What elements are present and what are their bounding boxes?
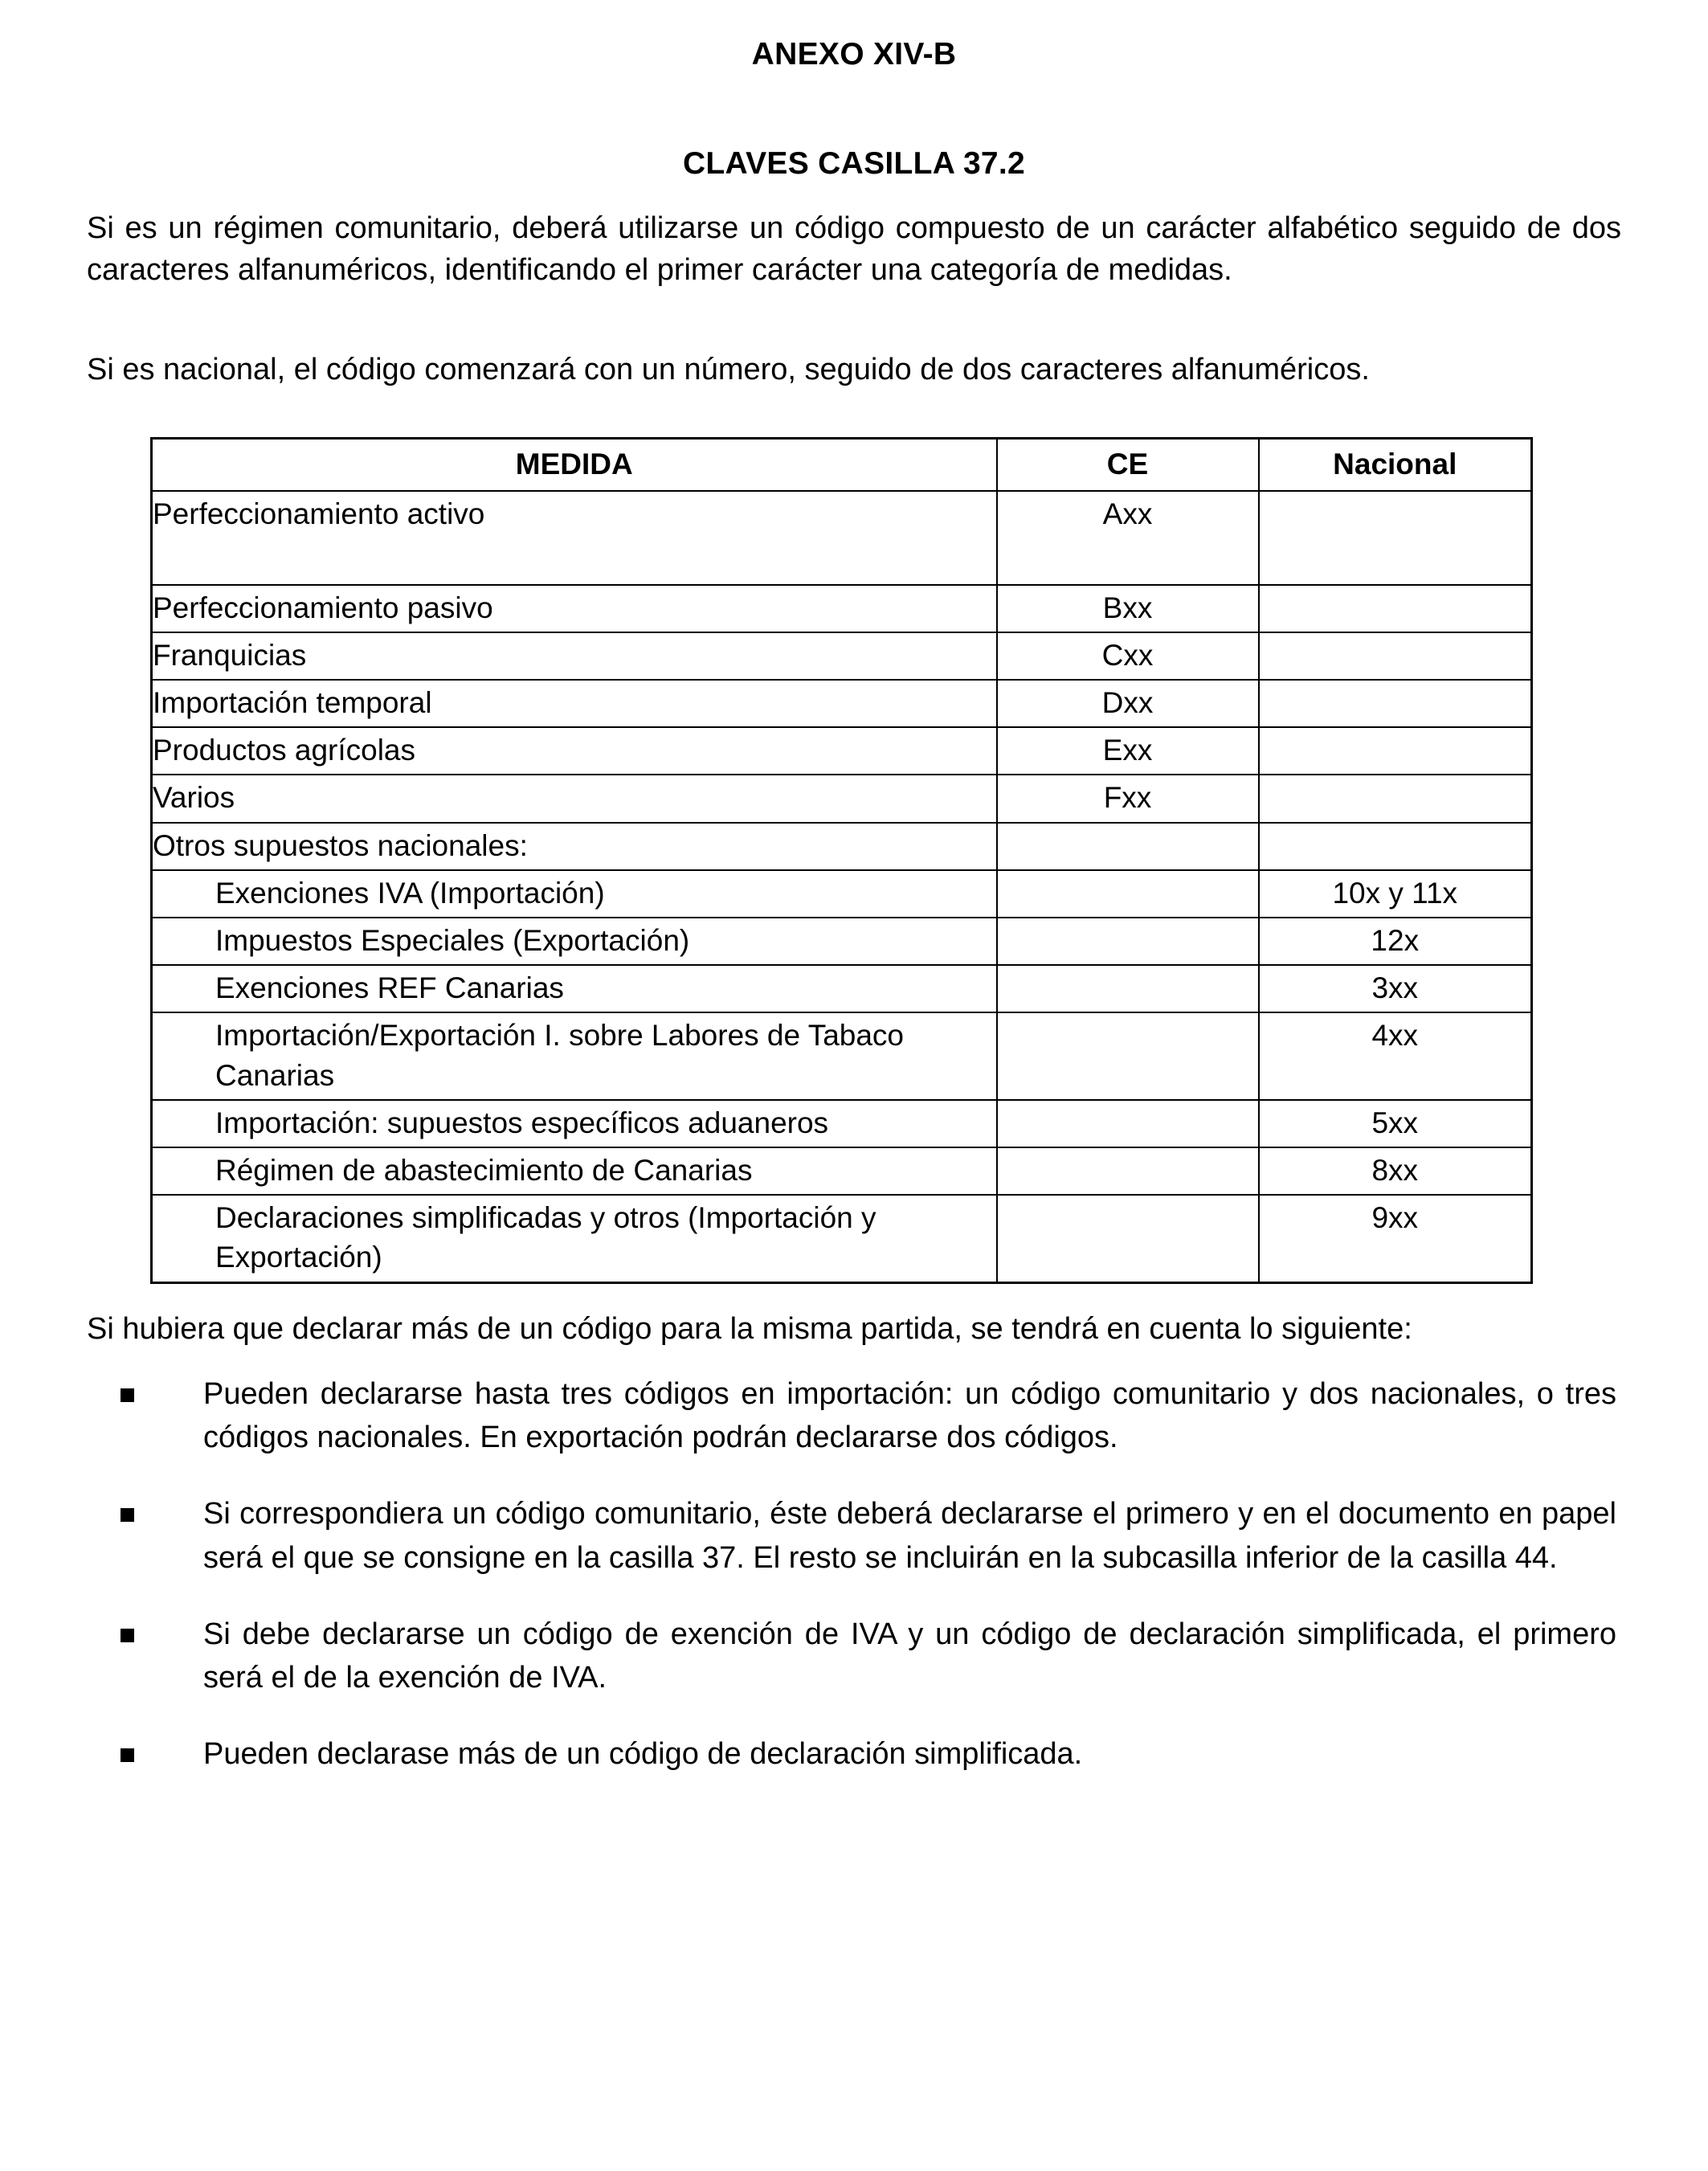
table-row — [152, 965, 1532, 1012]
table-row — [152, 1100, 1532, 1147]
cell-nacional — [1259, 727, 1532, 775]
list-item — [87, 1492, 1621, 1580]
cell-medida: Impuestos Especiales (Exportación) — [152, 918, 997, 965]
cell-medida: Importación/Exportación I. sobre Labores de Tabaco Canarias — [152, 1012, 997, 1099]
column-header-medida: MEDIDA — [152, 439, 997, 492]
cell-medida: Importación: supuestos específicos aduaneros — [152, 1100, 997, 1147]
after-table-paragraph: Si hubiera que declarar más de un código para la misma partida, se tendrá en cuenta lo siguiente: — [87, 1311, 1412, 1346]
rules-list — [87, 1350, 1621, 1776]
cell-nacional: 12x — [1259, 918, 1532, 965]
cell-ce: Cxx — [997, 632, 1259, 680]
table-header-row — [152, 439, 1532, 492]
cell-nacional — [1259, 823, 1532, 870]
cell-medida: Perfeccionamiento activo — [152, 491, 997, 584]
cell-nacional — [1259, 585, 1532, 632]
cell-nacional: 3xx — [1259, 965, 1532, 1012]
list-item-text: Si debe declararse un código de exención de IVA y un código de declaración simplificada, el primero será el de la exención de IVA. — [203, 1617, 1616, 1695]
table-row — [152, 918, 1532, 965]
cell-ce: Fxx — [997, 775, 1259, 822]
cell-ce: Axx — [997, 491, 1259, 584]
cell-nacional: 9xx — [1259, 1195, 1532, 1282]
cell-nacional — [1259, 680, 1532, 727]
codes-table — [150, 437, 1533, 1283]
page-title: ANEXO XIV-B — [751, 37, 957, 72]
cell-nacional: 4xx — [1259, 1012, 1532, 1099]
table-row — [152, 632, 1532, 680]
list-item-text: Si correspondiera un código comunitario, éste deberá declararse el primero y en el documento en papel será el que se consigne en la casilla 37. El resto se incluirán en la subcasilla inferior de la casilla 44. — [203, 1497, 1616, 1575]
cell-medida: Perfeccionamiento pasivo — [152, 585, 997, 632]
table-row — [152, 1147, 1532, 1195]
square-bullet-icon — [121, 1508, 134, 1522]
cell-ce — [997, 823, 1259, 870]
table-row — [152, 1195, 1532, 1282]
table-row — [152, 585, 1532, 632]
cell-nacional: 10x y 11x — [1259, 870, 1532, 918]
intro-paragraph-1: Si es un régimen comunitario, deberá utilizarse un código compuesto de un carácter alfabético seguido de dos caracteres alfanuméricos, identificando el primer carácter una categoría de medidas. — [87, 211, 1621, 288]
cell-medida: Exenciones REF Canarias — [152, 965, 997, 1012]
square-bullet-icon — [121, 1629, 134, 1642]
table-row — [152, 775, 1532, 822]
page-subtitle: CLAVES CASILLA 37.2 — [682, 146, 1026, 181]
list-item-text: Pueden declararse hasta tres códigos en importación: un código comunitario y dos nacionales, o tres códigos nacionales. En exportación podrán declararse dos códigos. — [203, 1376, 1616, 1455]
cell-medida: Importación temporal — [152, 680, 997, 727]
table-row — [152, 1012, 1532, 1099]
intro-paragraph-2: Si es nacional, el código comenzará con un número, seguido de dos caracteres alfanuméricos. — [87, 353, 1370, 387]
cell-medida: Régimen de abastecimiento de Canarias — [152, 1147, 997, 1195]
list-item — [87, 1372, 1621, 1460]
cell-ce: Exx — [997, 727, 1259, 775]
cell-ce — [997, 1195, 1259, 1282]
list-item — [87, 1613, 1621, 1700]
list-item — [87, 1732, 1621, 1776]
column-header-ce: CE — [997, 439, 1259, 492]
cell-ce — [997, 1100, 1259, 1147]
cell-ce — [997, 965, 1259, 1012]
table-spacer — [87, 390, 1621, 437]
table-header — [152, 439, 1532, 492]
table-row — [152, 823, 1532, 870]
square-bullet-icon — [121, 1388, 134, 1402]
table-body — [152, 491, 1532, 1282]
cell-ce — [997, 870, 1259, 918]
column-header-nacional: Nacional — [1259, 439, 1532, 492]
cell-ce — [997, 1012, 1259, 1099]
cell-ce — [997, 1147, 1259, 1195]
cell-medida: Productos agrícolas — [152, 727, 997, 775]
cell-medida: Otros supuestos nacionales: — [152, 823, 997, 870]
cell-ce: Dxx — [997, 680, 1259, 727]
cell-nacional: 8xx — [1259, 1147, 1532, 1195]
cell-medida: Franquicias — [152, 632, 997, 680]
cell-ce: Bxx — [997, 585, 1259, 632]
cell-medida: Exenciones IVA (Importación) — [152, 870, 997, 918]
cell-nacional — [1259, 491, 1532, 584]
table-row — [152, 680, 1532, 727]
table-row — [152, 491, 1532, 584]
cell-medida: Declaraciones simplificadas y otros (Importación y Exportación) — [152, 1195, 997, 1282]
table-row — [152, 870, 1532, 918]
cell-nacional — [1259, 632, 1532, 680]
cell-medida: Varios — [152, 775, 997, 822]
list-item-text: Pueden declarase más de un código de declaración simplificada. — [203, 1736, 1083, 1771]
table-row — [152, 727, 1532, 775]
square-bullet-icon — [121, 1748, 134, 1762]
cell-nacional: 5xx — [1259, 1100, 1532, 1147]
cell-nacional — [1259, 775, 1532, 822]
cell-ce — [997, 918, 1259, 965]
